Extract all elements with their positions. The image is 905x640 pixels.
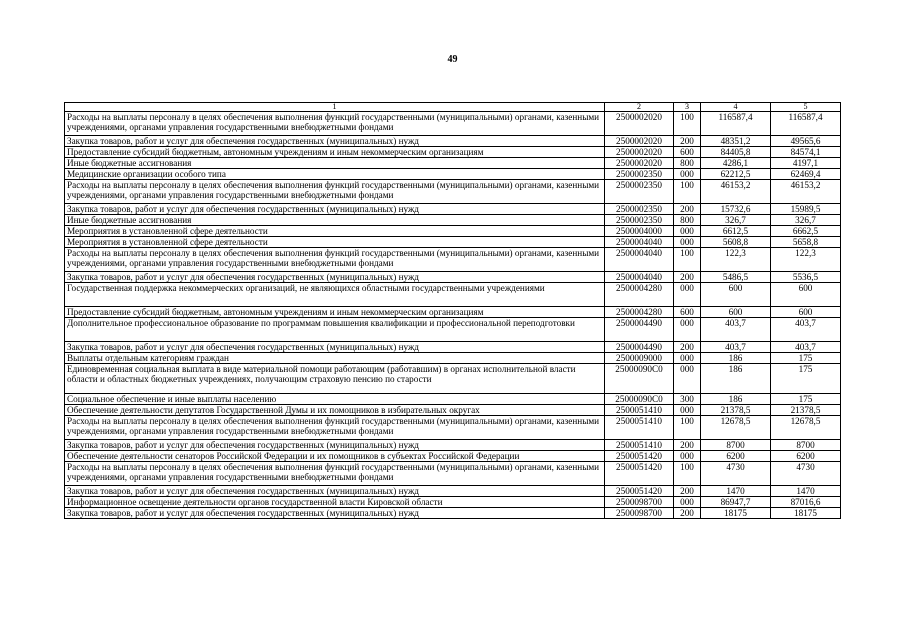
row-value-4: 326,7 [701,215,771,226]
row-value-4: 5608,8 [701,237,771,248]
row-type: 100 [674,416,701,440]
row-value-4: 48351,2 [701,136,771,147]
row-code: 25000090С0 [605,394,674,405]
row-description: Закупка товаров, работ и услуг для обеспечения государственных (муниципальных) нужд [65,440,605,451]
row-description: Обеспечение деятельности депутатов Государственной Думы и их помощников в избирательных округах [65,405,605,416]
row-value-5: 49565,6 [771,136,841,147]
row-value-4: 62212,5 [701,169,771,180]
row-type: 000 [674,364,701,394]
row-description: Выплаты отдельным категориям граждан [65,353,605,364]
row-type: 600 [674,147,701,158]
row-type: 200 [674,342,701,353]
row-value-5: 87016,6 [771,497,841,508]
row-type: 800 [674,215,701,226]
row-value-4: 403,7 [701,342,771,353]
row-code: 2500002020 [605,147,674,158]
table-row [65,508,841,519]
row-value-4: 21378,5 [701,405,771,416]
row-code: 2500004000 [605,226,674,237]
row-code: 2500002020 [605,112,674,136]
row-description: Иные бюджетные ассигнования [65,215,605,226]
row-code: 2500051410 [605,405,674,416]
row-description: Закупка товаров, работ и услуг для обеспечения государственных (муниципальных) нужд [65,272,605,283]
row-value-5: 403,7 [771,342,841,353]
table-row [65,147,841,158]
table-row [65,226,841,237]
row-description: Расходы на выплаты персоналу в целях обеспечения выполнения функций государственными (муниципальными) органами, казенными учреждениями, органами управления государственными внебюджетными фондами [65,416,605,440]
row-type: 100 [674,112,701,136]
row-value-5: 4197,1 [771,158,841,169]
row-value-4: 46153,2 [701,180,771,204]
row-code: 2500002350 [605,215,674,226]
row-description: Мероприятия в установленной сфере деятельности [65,226,605,237]
row-type: 200 [674,136,701,147]
row-type: 000 [674,237,701,248]
row-description: Закупка товаров, работ и услуг для обеспечения государственных (муниципальных) нужд [65,342,605,353]
row-description: Закупка товаров, работ и услуг для обеспечения государственных (муниципальных) нужд [65,136,605,147]
table-row [65,112,841,136]
table-row [65,497,841,508]
table-row [65,342,841,353]
row-code: 2500002350 [605,180,674,204]
row-code: 2500004280 [605,307,674,318]
table-row [65,353,841,364]
row-value-5: 122,3 [771,248,841,272]
row-code: 2500002350 [605,204,674,215]
row-value-4: 116587,4 [701,112,771,136]
row-code: 2500051410 [605,416,674,440]
row-type: 800 [674,158,701,169]
table-row [65,486,841,497]
row-code: 2500004040 [605,237,674,248]
row-value-5: 6200 [771,451,841,462]
table-row [65,318,841,342]
row-value-4: 12678,5 [701,416,771,440]
table-row [65,169,841,180]
row-type: 200 [674,272,701,283]
row-value-5: 403,7 [771,318,841,342]
table-row [65,272,841,283]
row-description: Закупка товаров, работ и услуг для обеспечения государственных (муниципальных) нужд [65,508,605,519]
row-type: 000 [674,497,701,508]
row-value-5: 4730 [771,462,841,486]
table-row [65,451,841,462]
row-type: 200 [674,508,701,519]
row-description: Предоставление субсидий бюджетным, автономным учреждениям и иным некоммерческим организациям [65,307,605,318]
row-code: 2500051410 [605,440,674,451]
page-number: 49 [447,54,458,65]
row-type: 000 [674,451,701,462]
row-value-5: 46153,2 [771,180,841,204]
row-type: 200 [674,486,701,497]
table-row [65,405,841,416]
table-row [65,204,841,215]
row-description: Обеспечение деятельности сенаторов Российской Федерации и их помощников в субъектах Российской Федерации [65,451,605,462]
row-type: 600 [674,307,701,318]
budget-table [64,102,841,519]
row-value-5: 21378,5 [771,405,841,416]
row-type: 200 [674,440,701,451]
row-description: Информационное освещение деятельности органов государственной власти Кировской области [65,497,605,508]
row-description: Расходы на выплаты персоналу в целях обеспечения выполнения функций государственными (муниципальными) органами, казенными учреждениями, органами управления государственными внебюджетными фондами [65,248,605,272]
table-row [65,248,841,272]
row-value-4: 18175 [701,508,771,519]
table-header-row [65,103,841,112]
row-value-4: 5486,5 [701,272,771,283]
row-description: Единовременная социальная выплата в виде материальной помощи работающим (работавшим) в органах исполнительной власти области и областных бюджетных учреждениях, получающим страховую пенсию по старости [65,364,605,394]
row-type: 000 [674,226,701,237]
row-value-4: 4286,1 [701,158,771,169]
row-description: Расходы на выплаты персоналу в целях обеспечения выполнения функций государственными (муниципальными) органами, казенными учреждениями, органами управления государственными внебюджетными фондами [65,462,605,486]
row-code: 2500051420 [605,451,674,462]
row-code: 2500004490 [605,318,674,342]
row-type: 100 [674,180,701,204]
row-value-4: 1470 [701,486,771,497]
row-value-4: 86947,7 [701,497,771,508]
row-description: Медицинские организации особого типа [65,169,605,180]
row-description: Закупка товаров, работ и услуг для обеспечения государственных (муниципальных) нужд [65,204,605,215]
row-value-5: 175 [771,353,841,364]
row-description: Государственная поддержка некоммерческих организаций, не являющихся областными государственными учреждениями [65,283,605,307]
row-value-4: 186 [701,353,771,364]
row-value-4: 600 [701,283,771,307]
row-value-4: 8700 [701,440,771,451]
header-col-1: 1 [65,103,605,112]
table-row [65,307,841,318]
header-col-2: 2 [605,103,674,112]
table-row [65,237,841,248]
row-value-5: 84574,1 [771,147,841,158]
row-value-4: 4730 [701,462,771,486]
row-value-5: 6662,5 [771,226,841,237]
row-code: 2500009000 [605,353,674,364]
row-description: Социальное обеспечение и иные выплаты населению [65,394,605,405]
row-value-5: 12678,5 [771,416,841,440]
row-type: 000 [674,283,701,307]
row-description: Расходы на выплаты персоналу в целях обеспечения выполнения функций государственными (муниципальными) органами, казенными учреждениями, органами управления государственными внебюджетными фондами [65,180,605,204]
table-row [65,440,841,451]
row-value-4: 186 [701,364,771,394]
row-code: 2500002020 [605,158,674,169]
table-row [65,180,841,204]
row-type: 100 [674,248,701,272]
row-code: 2500004040 [605,272,674,283]
row-value-5: 600 [771,307,841,318]
row-type: 000 [674,169,701,180]
row-type: 100 [674,462,701,486]
row-value-4: 186 [701,394,771,405]
row-description: Закупка товаров, работ и услуг для обеспечения государственных (муниципальных) нужд [65,486,605,497]
row-value-5: 15989,5 [771,204,841,215]
header-col-3: 3 [674,103,701,112]
row-description: Дополнительное профессиональное образование по программам повышения квалификации и профессиональной переподготовки [65,318,605,342]
row-value-5: 5658,8 [771,237,841,248]
row-value-4: 6200 [701,451,771,462]
row-description: Иные бюджетные ассигнования [65,158,605,169]
header-col-4: 4 [701,103,771,112]
row-type: 000 [674,405,701,416]
row-description: Расходы на выплаты персоналу в целях обеспечения выполнения функций государственными (муниципальными) органами, казенными учреждениями, органами управления государственными внебюджетными фондами [65,112,605,136]
row-value-5: 5536,5 [771,272,841,283]
row-value-4: 600 [701,307,771,318]
row-code: 2500002020 [605,136,674,147]
table-row [65,215,841,226]
table-row [65,416,841,440]
row-type: 000 [674,318,701,342]
row-value-4: 403,7 [701,318,771,342]
table-row [65,394,841,405]
row-description: Мероприятия в установленной сфере деятельности [65,237,605,248]
table-row [65,462,841,486]
row-value-5: 326,7 [771,215,841,226]
row-code: 2500051420 [605,462,674,486]
row-code: 2500004280 [605,283,674,307]
row-value-4: 122,3 [701,248,771,272]
row-value-4: 84405,8 [701,147,771,158]
table-row [65,136,841,147]
row-value-5: 116587,4 [771,112,841,136]
row-code: 25000090С0 [605,364,674,394]
table-row [65,283,841,307]
row-description: Предоставление субсидий бюджетным, автономным учреждениям и иным некоммерческим организациям [65,147,605,158]
row-value-4: 6612,5 [701,226,771,237]
row-value-5: 175 [771,394,841,405]
row-value-5: 18175 [771,508,841,519]
header-col-5: 5 [771,103,841,112]
row-code: 2500098700 [605,508,674,519]
row-value-5: 1470 [771,486,841,497]
row-type: 300 [674,394,701,405]
row-code: 2500004490 [605,342,674,353]
row-code: 2500098700 [605,497,674,508]
row-value-5: 8700 [771,440,841,451]
row-type: 200 [674,204,701,215]
row-value-4: 15732,6 [701,204,771,215]
table-row [65,158,841,169]
table-row [65,364,841,394]
row-value-5: 175 [771,364,841,394]
row-type: 000 [674,353,701,364]
row-code: 2500004040 [605,248,674,272]
row-value-5: 600 [771,283,841,307]
row-code: 2500051420 [605,486,674,497]
row-code: 2500002350 [605,169,674,180]
row-value-5: 62469,4 [771,169,841,180]
